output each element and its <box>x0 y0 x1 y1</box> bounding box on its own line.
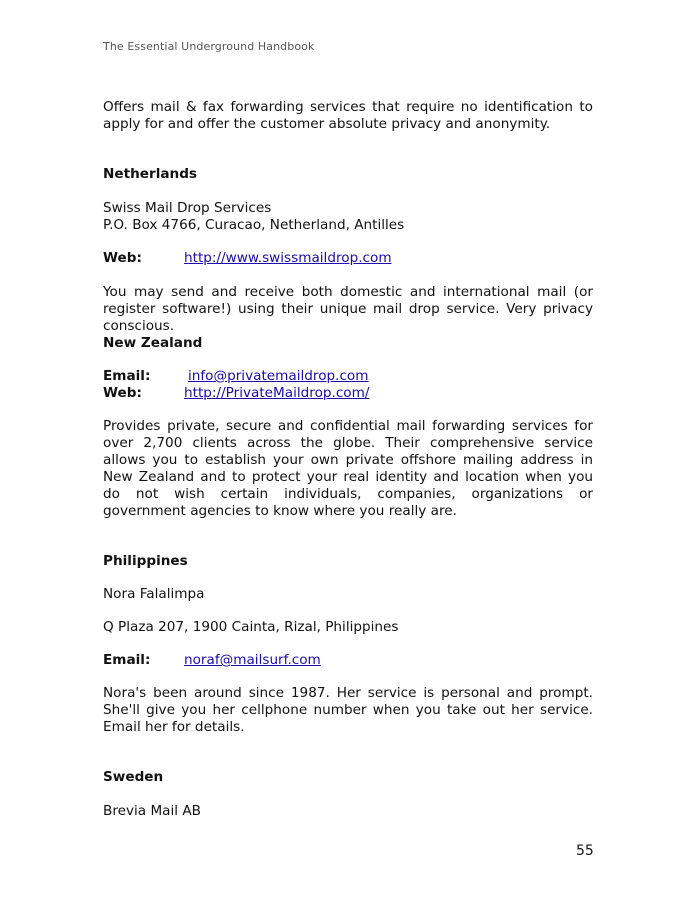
new-zealand-email-link[interactable]: info@privatemaildrop.com <box>188 368 369 384</box>
philippines-address: Q Plaza 207, 1900 Cainta, Rizal, Philippines <box>103 619 399 635</box>
netherlands-address: P.O. Box 4766, Curacao, Netherland, Antilles <box>103 217 405 233</box>
page-content <box>103 99 593 820</box>
netherlands-description: You may send and receive both domestic and international mail (or register software!) using their unique mail drop service. Very privacy conscious. <box>103 284 593 334</box>
philippines-email-row <box>103 652 593 669</box>
sweden-name: Brevia Mail AB <box>103 803 202 819</box>
new-zealand-description: Provides private, secure and confidential mail forwarding services for over 2,700 clients across the globe. Their comprehensive service allows you to establish your own private offshore mailing address in New Zealand and to protect your real identity and location when you do not wish certain individuals, companies, organizations or government agencies to know where you really are. <box>103 418 593 519</box>
email-label: Email: <box>103 652 151 668</box>
netherlands-web-row <box>103 250 593 267</box>
intro-paragraph: Offers mail & fax forwarding services that require no identification to apply for and offer the customer absolute privacy and anonymity. <box>103 99 593 132</box>
philippines-description: Nora's been around since 1987. Her service is personal and prompt. She'll give you her cellphone number when you take out her service. Email her for details. <box>103 685 593 735</box>
new-zealand-web-row <box>103 385 593 402</box>
new-zealand-email-row <box>103 368 593 385</box>
philippines-name: Nora Falalimpa <box>103 586 205 602</box>
heading-sweden: Sweden <box>103 769 164 785</box>
new-zealand-web-link[interactable]: http://PrivateMaildrop.com/ <box>184 385 370 401</box>
email-label: Email: <box>103 368 151 384</box>
heading-new-zealand: New Zealand <box>103 335 203 351</box>
page-number: 55 <box>576 843 594 859</box>
web-label: Web: <box>103 250 142 266</box>
web-label: Web: <box>103 385 142 401</box>
heading-philippines: Philippines <box>103 553 188 569</box>
running-header: The Essential Underground Handbook <box>103 40 315 53</box>
philippines-email-link[interactable]: noraf@mailsurf.com <box>184 652 321 668</box>
netherlands-web-link[interactable]: http://www.swissmaildrop.com <box>184 250 392 266</box>
heading-netherlands: Netherlands <box>103 166 198 182</box>
netherlands-name: Swiss Mail Drop Services <box>103 200 272 216</box>
